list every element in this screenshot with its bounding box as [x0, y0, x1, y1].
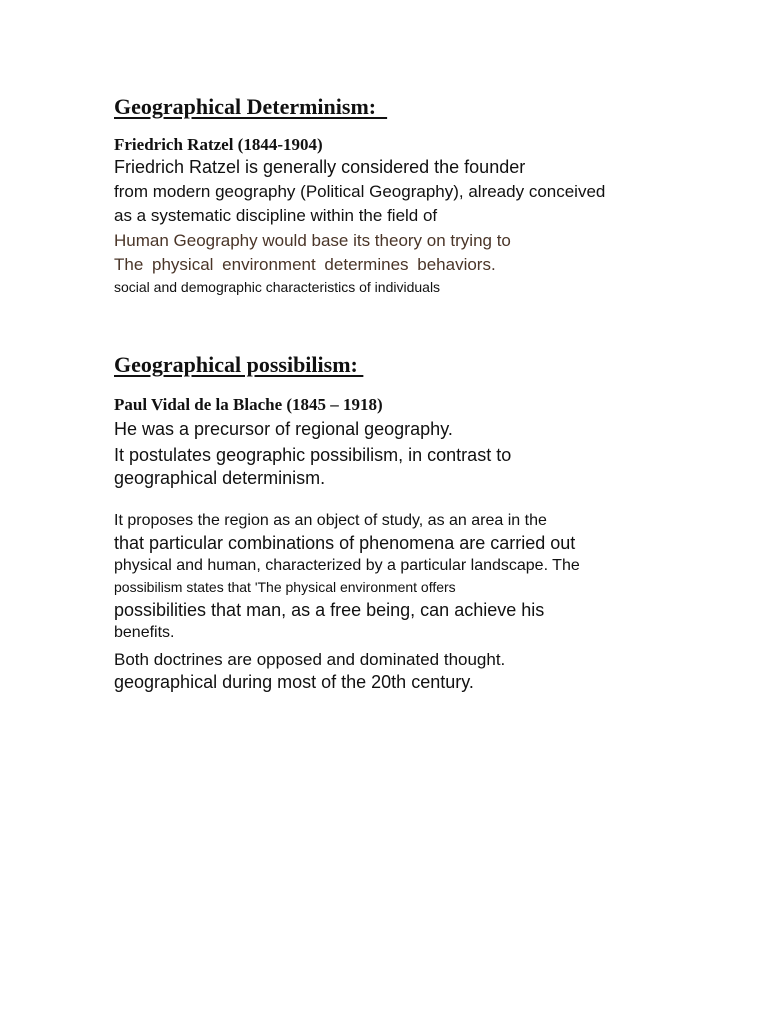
paragraph-line: It postulates geographic possibilism, in contrast to [114, 445, 512, 465]
paragraph-line-highlight: The physical environment determines behaviors. [114, 255, 496, 274]
paragraph-line: benefits. [114, 624, 175, 641]
paragraph-line: physical and human, characterized by a particular landscape. The [114, 557, 580, 574]
paragraph-line-highlight: Human Geography would base its theory on trying to [114, 231, 511, 250]
paragraph-line: geographical determinism. [114, 468, 326, 488]
paragraph-line: Both doctrines are opposed and dominated thought. [114, 650, 506, 669]
paragraph-line: geographical during most of the 20th century. [114, 672, 474, 692]
section-heading-possibilism: Geographical possibilism: [114, 352, 364, 377]
paragraph-line-small: possibilism states that 'The physical environment offers [114, 579, 456, 595]
paragraph-line: It proposes the region as an object of study, as an area in the [114, 512, 547, 529]
paragraph-line: from modern geography (Political Geography), already conceived [114, 182, 606, 201]
paragraph-line-small: social and demographic characteristics of individuals [114, 279, 441, 295]
paragraph-line: possibilities that man, as a free being, can achieve his [114, 600, 545, 620]
section-heading-determinism: Geographical Determinism: [114, 94, 388, 119]
section-subheading-vidal: Paul Vidal de la Blache (1845 – 1918) [114, 395, 383, 414]
paragraph-line: that particular combinations of phenomena are carried out [114, 533, 576, 553]
section-subheading-ratzel: Friedrich Ratzel (1844-1904) [114, 135, 323, 154]
paragraph-line: He was a precursor of regional geography. [114, 419, 453, 439]
paragraph-line: Friedrich Ratzel is generally considered the founder [114, 157, 526, 177]
paragraph-line: as a systematic discipline within the field of [114, 206, 438, 225]
